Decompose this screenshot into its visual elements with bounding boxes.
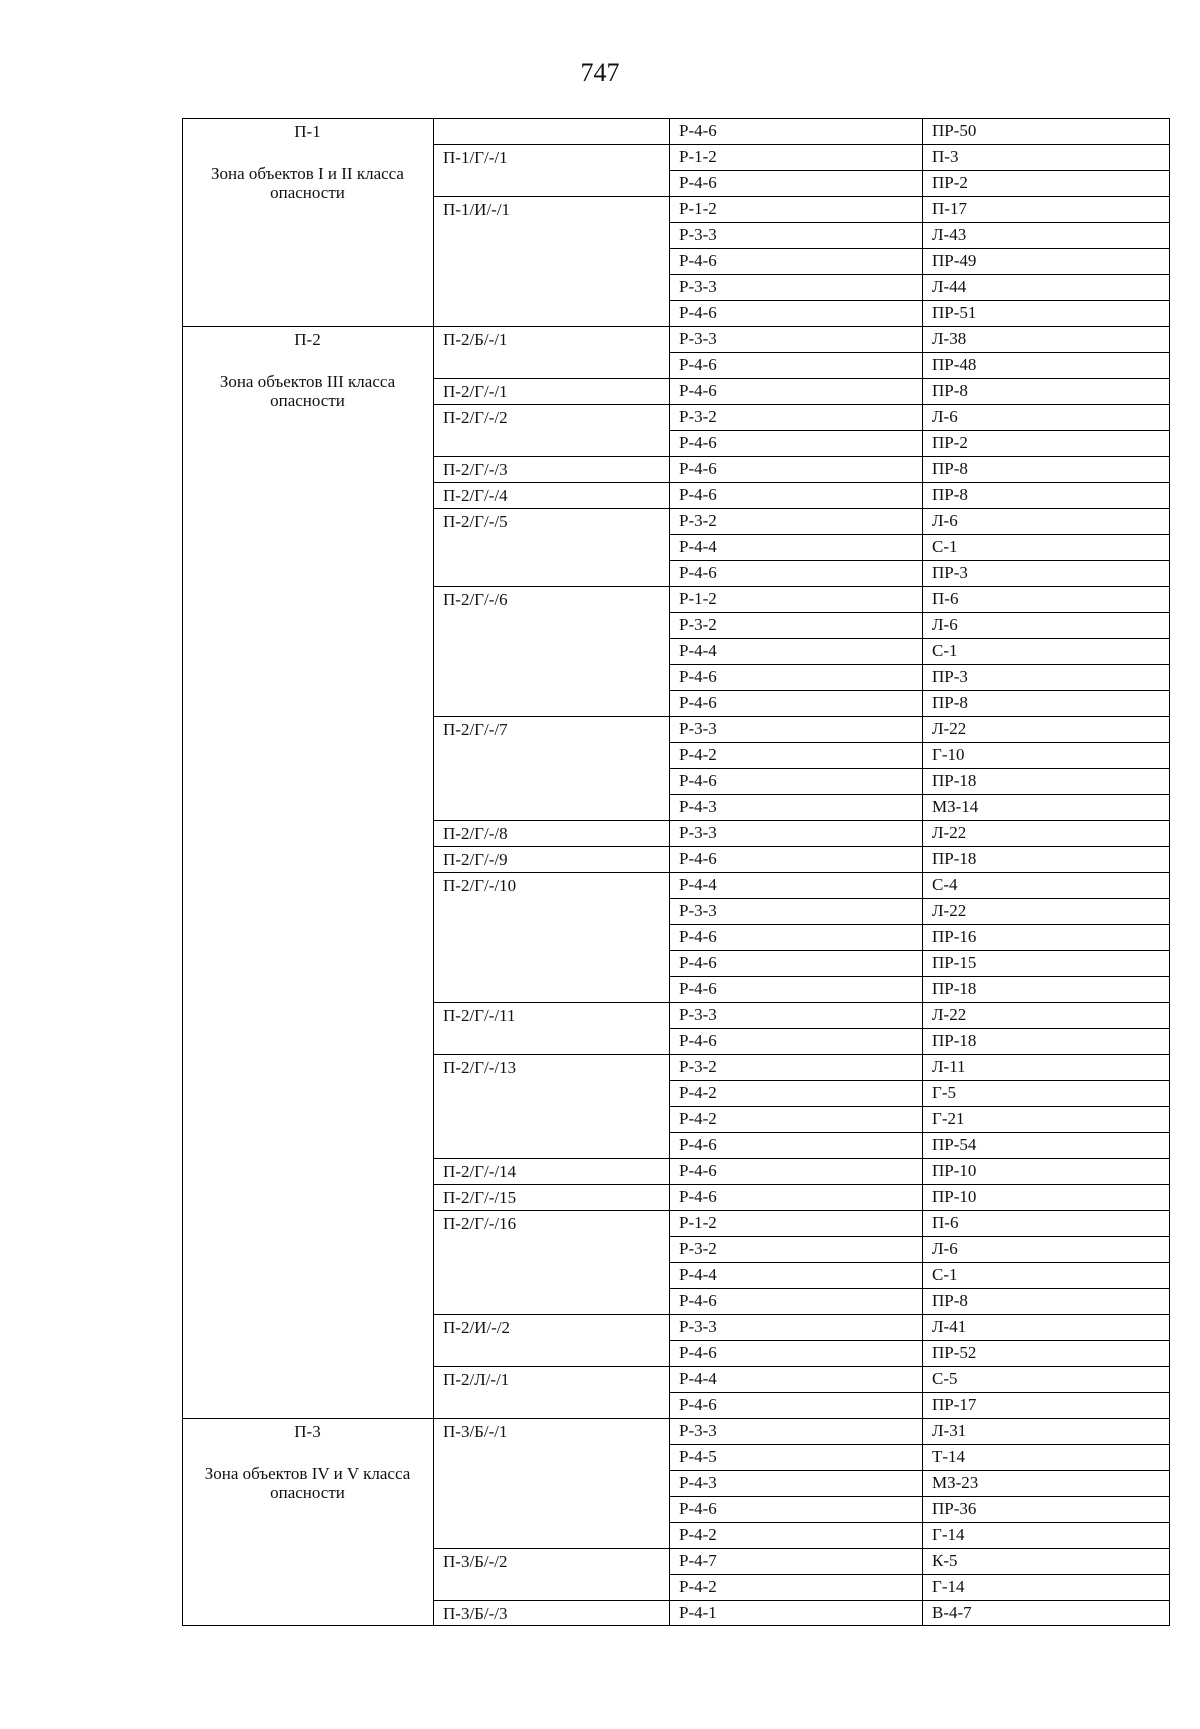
object-code: Л-43 xyxy=(932,225,967,244)
subzone-separator xyxy=(433,1158,669,1159)
subzone-separator xyxy=(433,1002,669,1003)
subzone-code: П-2/Б/-/1 xyxy=(443,330,508,349)
regulation-code: Р-3-2 xyxy=(679,407,717,426)
regulation-code: Р-4-2 xyxy=(679,1525,717,1544)
object-code: Г-10 xyxy=(932,745,965,764)
subzone-code: П-2/Г/-/3 xyxy=(443,460,508,479)
object-code: Л-6 xyxy=(932,1239,958,1258)
object-code: МЗ-23 xyxy=(932,1473,979,1492)
object-code: Л-22 xyxy=(932,901,967,920)
regulation-code: Р-4-6 xyxy=(679,849,717,868)
object-code: С-1 xyxy=(932,641,958,660)
subzone-code: П-2/Г/-/4 xyxy=(443,486,508,505)
regulation-code: Р-1-2 xyxy=(679,199,717,218)
subzone-separator xyxy=(433,1184,669,1185)
regulation-code: Р-4-6 xyxy=(679,1291,717,1310)
regulation-code: Р-4-5 xyxy=(679,1447,717,1466)
regulation-code: Р-4-6 xyxy=(679,771,717,790)
regulation-code: Р-4-6 xyxy=(679,303,717,322)
zone-code: П-3 xyxy=(294,1422,321,1441)
subzone-separator xyxy=(433,404,669,405)
regulation-code: Р-1-2 xyxy=(679,589,717,608)
subzone-code: П-3/Б/-/1 xyxy=(443,1422,508,1441)
object-code: Г-5 xyxy=(932,1083,956,1102)
regulation-code: Р-4-6 xyxy=(679,251,717,270)
subzone-code: П-2/Г/-/6 xyxy=(443,590,508,609)
subzone-code: П-2/Г/-/8 xyxy=(443,824,508,843)
subzone-separator xyxy=(433,1054,669,1055)
object-code: ПР-10 xyxy=(932,1187,977,1206)
regulation-code: Р-1-2 xyxy=(679,1213,717,1232)
object-code: ПР-52 xyxy=(932,1343,977,1362)
regulation-code: Р-4-6 xyxy=(679,485,717,504)
regulation-code: Р-3-3 xyxy=(679,1421,717,1440)
object-code: ПР-15 xyxy=(932,953,977,972)
object-code: С-1 xyxy=(932,1265,958,1284)
object-code: Г-21 xyxy=(932,1109,965,1128)
subzone-separator xyxy=(433,326,669,327)
object-code: ПР-2 xyxy=(932,173,968,192)
object-code: К-5 xyxy=(932,1551,958,1570)
object-code: ПР-48 xyxy=(932,355,977,374)
subzone-code: П-2/Г/-/10 xyxy=(443,876,517,895)
object-code: Т-14 xyxy=(932,1447,966,1466)
object-code: Л-44 xyxy=(932,277,967,296)
subzone-code: П-2/Г/-/14 xyxy=(443,1162,517,1181)
zone-description: Зона объектов I и II класса опасности xyxy=(211,163,404,203)
object-code: ПР-2 xyxy=(932,433,968,452)
regulation-code: Р-4-6 xyxy=(679,927,717,946)
object-code: Г-14 xyxy=(932,1577,965,1596)
regulation-code: Р-4-4 xyxy=(679,1265,717,1284)
object-code: П-6 xyxy=(932,589,959,608)
subzone-code: П-2/Г/-/13 xyxy=(443,1058,517,1077)
subzone-code: П-2/Г/-/15 xyxy=(443,1188,517,1207)
zone-description: Зона объектов IV и V класса опасности xyxy=(204,1463,411,1503)
regulation-code: Р-3-3 xyxy=(679,1317,717,1336)
object-code: ПР-17 xyxy=(932,1395,977,1414)
subzone-code: П-2/Г/-/9 xyxy=(443,850,508,869)
regulation-code: Р-4-6 xyxy=(679,459,717,478)
object-code: С-4 xyxy=(932,875,958,894)
object-code: Л-31 xyxy=(932,1421,967,1440)
object-code: ПР-3 xyxy=(932,667,968,686)
subzone-code xyxy=(433,118,669,144)
object-code: Л-22 xyxy=(932,1005,967,1024)
regulation-code: Р-4-6 xyxy=(679,1135,717,1154)
regulation-code: Р-4-2 xyxy=(679,745,717,764)
regulation-code: Р-4-6 xyxy=(679,381,717,400)
object-code: ПР-18 xyxy=(932,1031,977,1050)
object-code: ПР-51 xyxy=(932,303,977,322)
subzone-separator xyxy=(433,1210,669,1211)
subzone-separator xyxy=(433,508,669,509)
object-code: ПР-8 xyxy=(932,693,968,712)
subzone-code: П-2/Г/-/1 xyxy=(443,382,508,401)
object-code: В-4-7 xyxy=(932,1603,972,1622)
subzone-code: П-2/Г/-/7 xyxy=(443,720,508,739)
subzone-code: П-2/Л/-/1 xyxy=(443,1370,510,1389)
subzone-separator xyxy=(433,378,669,379)
object-code: ПР-3 xyxy=(932,563,968,582)
page-number: 747 xyxy=(580,58,620,87)
object-code: Л-6 xyxy=(932,511,958,530)
regulation-code: Р-4-6 xyxy=(679,355,717,374)
subzone-code: П-2/Г/-/5 xyxy=(443,512,508,531)
zone-cell xyxy=(182,1418,433,1626)
regulation-code: Р-4-6 xyxy=(679,979,717,998)
regulation-code: Р-4-6 xyxy=(679,1161,717,1180)
object-code: П-6 xyxy=(932,1213,959,1232)
regulation-code: Р-4-6 xyxy=(679,121,717,140)
regulation-code: Р-3-3 xyxy=(679,719,717,738)
regulation-code: Р-4-3 xyxy=(679,797,717,816)
object-code: ПР-18 xyxy=(932,979,977,998)
subzone-code: П-2/Г/-/11 xyxy=(443,1006,516,1025)
regulation-code: Р-4-2 xyxy=(679,1577,717,1596)
object-code: Л-41 xyxy=(932,1317,967,1336)
regulation-code: Р-4-6 xyxy=(679,693,717,712)
regulation-code: Р-3-3 xyxy=(679,901,717,920)
zone-code: П-2 xyxy=(294,330,321,349)
zones-table xyxy=(182,118,1170,1626)
object-code: Л-38 xyxy=(932,329,967,348)
regulation-code: Р-3-3 xyxy=(679,329,717,348)
object-code: ПР-50 xyxy=(932,121,977,140)
object-code: ПР-8 xyxy=(932,485,968,504)
object-code: Л-11 xyxy=(932,1057,966,1076)
zone-cell xyxy=(182,326,433,1418)
subzone-code: П-1/Г/-/1 xyxy=(443,148,508,167)
regulation-code: Р-4-1 xyxy=(679,1603,717,1622)
subzone-separator xyxy=(433,1600,669,1601)
object-code: ПР-10 xyxy=(932,1161,977,1180)
regulation-code: Р-4-6 xyxy=(679,1187,717,1206)
regulation-code: Р-4-7 xyxy=(679,1551,717,1570)
regulation-code: Р-4-2 xyxy=(679,1109,717,1128)
object-code: Л-22 xyxy=(932,823,967,842)
object-code: Г-14 xyxy=(932,1525,965,1544)
subzone-separator xyxy=(433,1418,669,1419)
subzone-code: П-2/Г/-/16 xyxy=(443,1214,517,1233)
subzone-separator xyxy=(433,1366,669,1367)
object-code: ПР-18 xyxy=(932,771,977,790)
regulation-code: Р-3-2 xyxy=(679,615,717,634)
regulation-code: Р-3-3 xyxy=(679,225,717,244)
object-code: Л-6 xyxy=(932,407,958,426)
subzone-separator xyxy=(433,872,669,873)
regulation-code: Р-4-4 xyxy=(679,537,717,556)
subzone-separator xyxy=(433,482,669,483)
regulation-code: Р-4-6 xyxy=(679,1395,717,1414)
regulation-code: Р-3-2 xyxy=(679,1239,717,1258)
subzone-separator xyxy=(433,1314,669,1315)
object-code: ПР-8 xyxy=(932,381,968,400)
subzone-separator xyxy=(433,820,669,821)
object-code: С-5 xyxy=(932,1369,958,1388)
regulation-code: Р-4-3 xyxy=(679,1473,717,1492)
zone-code: П-1 xyxy=(294,122,321,141)
object-code: П-3 xyxy=(932,147,959,166)
regulation-code: Р-3-3 xyxy=(679,277,717,296)
regulation-code: Р-4-4 xyxy=(679,641,717,660)
regulation-code: Р-1-2 xyxy=(679,147,717,166)
subzone-code: П-2/Г/-/2 xyxy=(443,408,508,427)
regulation-code: Р-4-6 xyxy=(679,1499,717,1518)
object-code: ПР-8 xyxy=(932,1291,968,1310)
regulation-code: Р-4-6 xyxy=(679,953,717,972)
subzone-separator xyxy=(433,1548,669,1549)
object-code: Л-6 xyxy=(932,615,958,634)
object-code: ПР-49 xyxy=(932,251,977,270)
regulation-code: Р-4-6 xyxy=(679,433,717,452)
subzone-code: П-3/Б/-/2 xyxy=(443,1552,508,1571)
object-code: МЗ-14 xyxy=(932,797,979,816)
regulation-code: Р-4-4 xyxy=(679,1369,717,1388)
regulation-code: Р-4-2 xyxy=(679,1083,717,1102)
subzone-separator xyxy=(433,456,669,457)
regulation-code: Р-3-2 xyxy=(679,1057,717,1076)
subzone-code: П-2/И/-/2 xyxy=(443,1318,511,1337)
regulation-code: Р-4-6 xyxy=(679,1031,717,1050)
object-code: ПР-54 xyxy=(932,1135,977,1154)
regulation-code: Р-4-6 xyxy=(679,667,717,686)
object-code: ПР-18 xyxy=(932,849,977,868)
object-code: С-1 xyxy=(932,537,958,556)
subzone-separator xyxy=(433,196,669,197)
regulation-code: Р-4-6 xyxy=(679,1343,717,1362)
regulation-code: Р-3-2 xyxy=(679,511,717,530)
object-code: ПР-8 xyxy=(932,459,968,478)
object-code: ПР-16 xyxy=(932,927,977,946)
regulation-code: Р-3-3 xyxy=(679,1005,717,1024)
subzone-separator xyxy=(433,716,669,717)
object-code: П-17 xyxy=(932,199,967,218)
regulation-code: Р-4-6 xyxy=(679,563,717,582)
subzone-code: П-3/Б/-/3 xyxy=(443,1604,508,1623)
object-code: Л-22 xyxy=(932,719,967,738)
zone-description: Зона объектов III класса опасности xyxy=(219,371,396,411)
regulation-code: Р-4-6 xyxy=(679,173,717,192)
subzone-separator xyxy=(433,144,669,145)
regulation-code: Р-3-3 xyxy=(679,823,717,842)
subzone-separator xyxy=(433,586,669,587)
zone-cell xyxy=(182,118,433,326)
subzone-code: П-1/И/-/1 xyxy=(443,200,511,219)
object-code: ПР-36 xyxy=(932,1499,977,1518)
regulation-code: Р-4-4 xyxy=(679,875,717,894)
subzone-separator xyxy=(433,846,669,847)
